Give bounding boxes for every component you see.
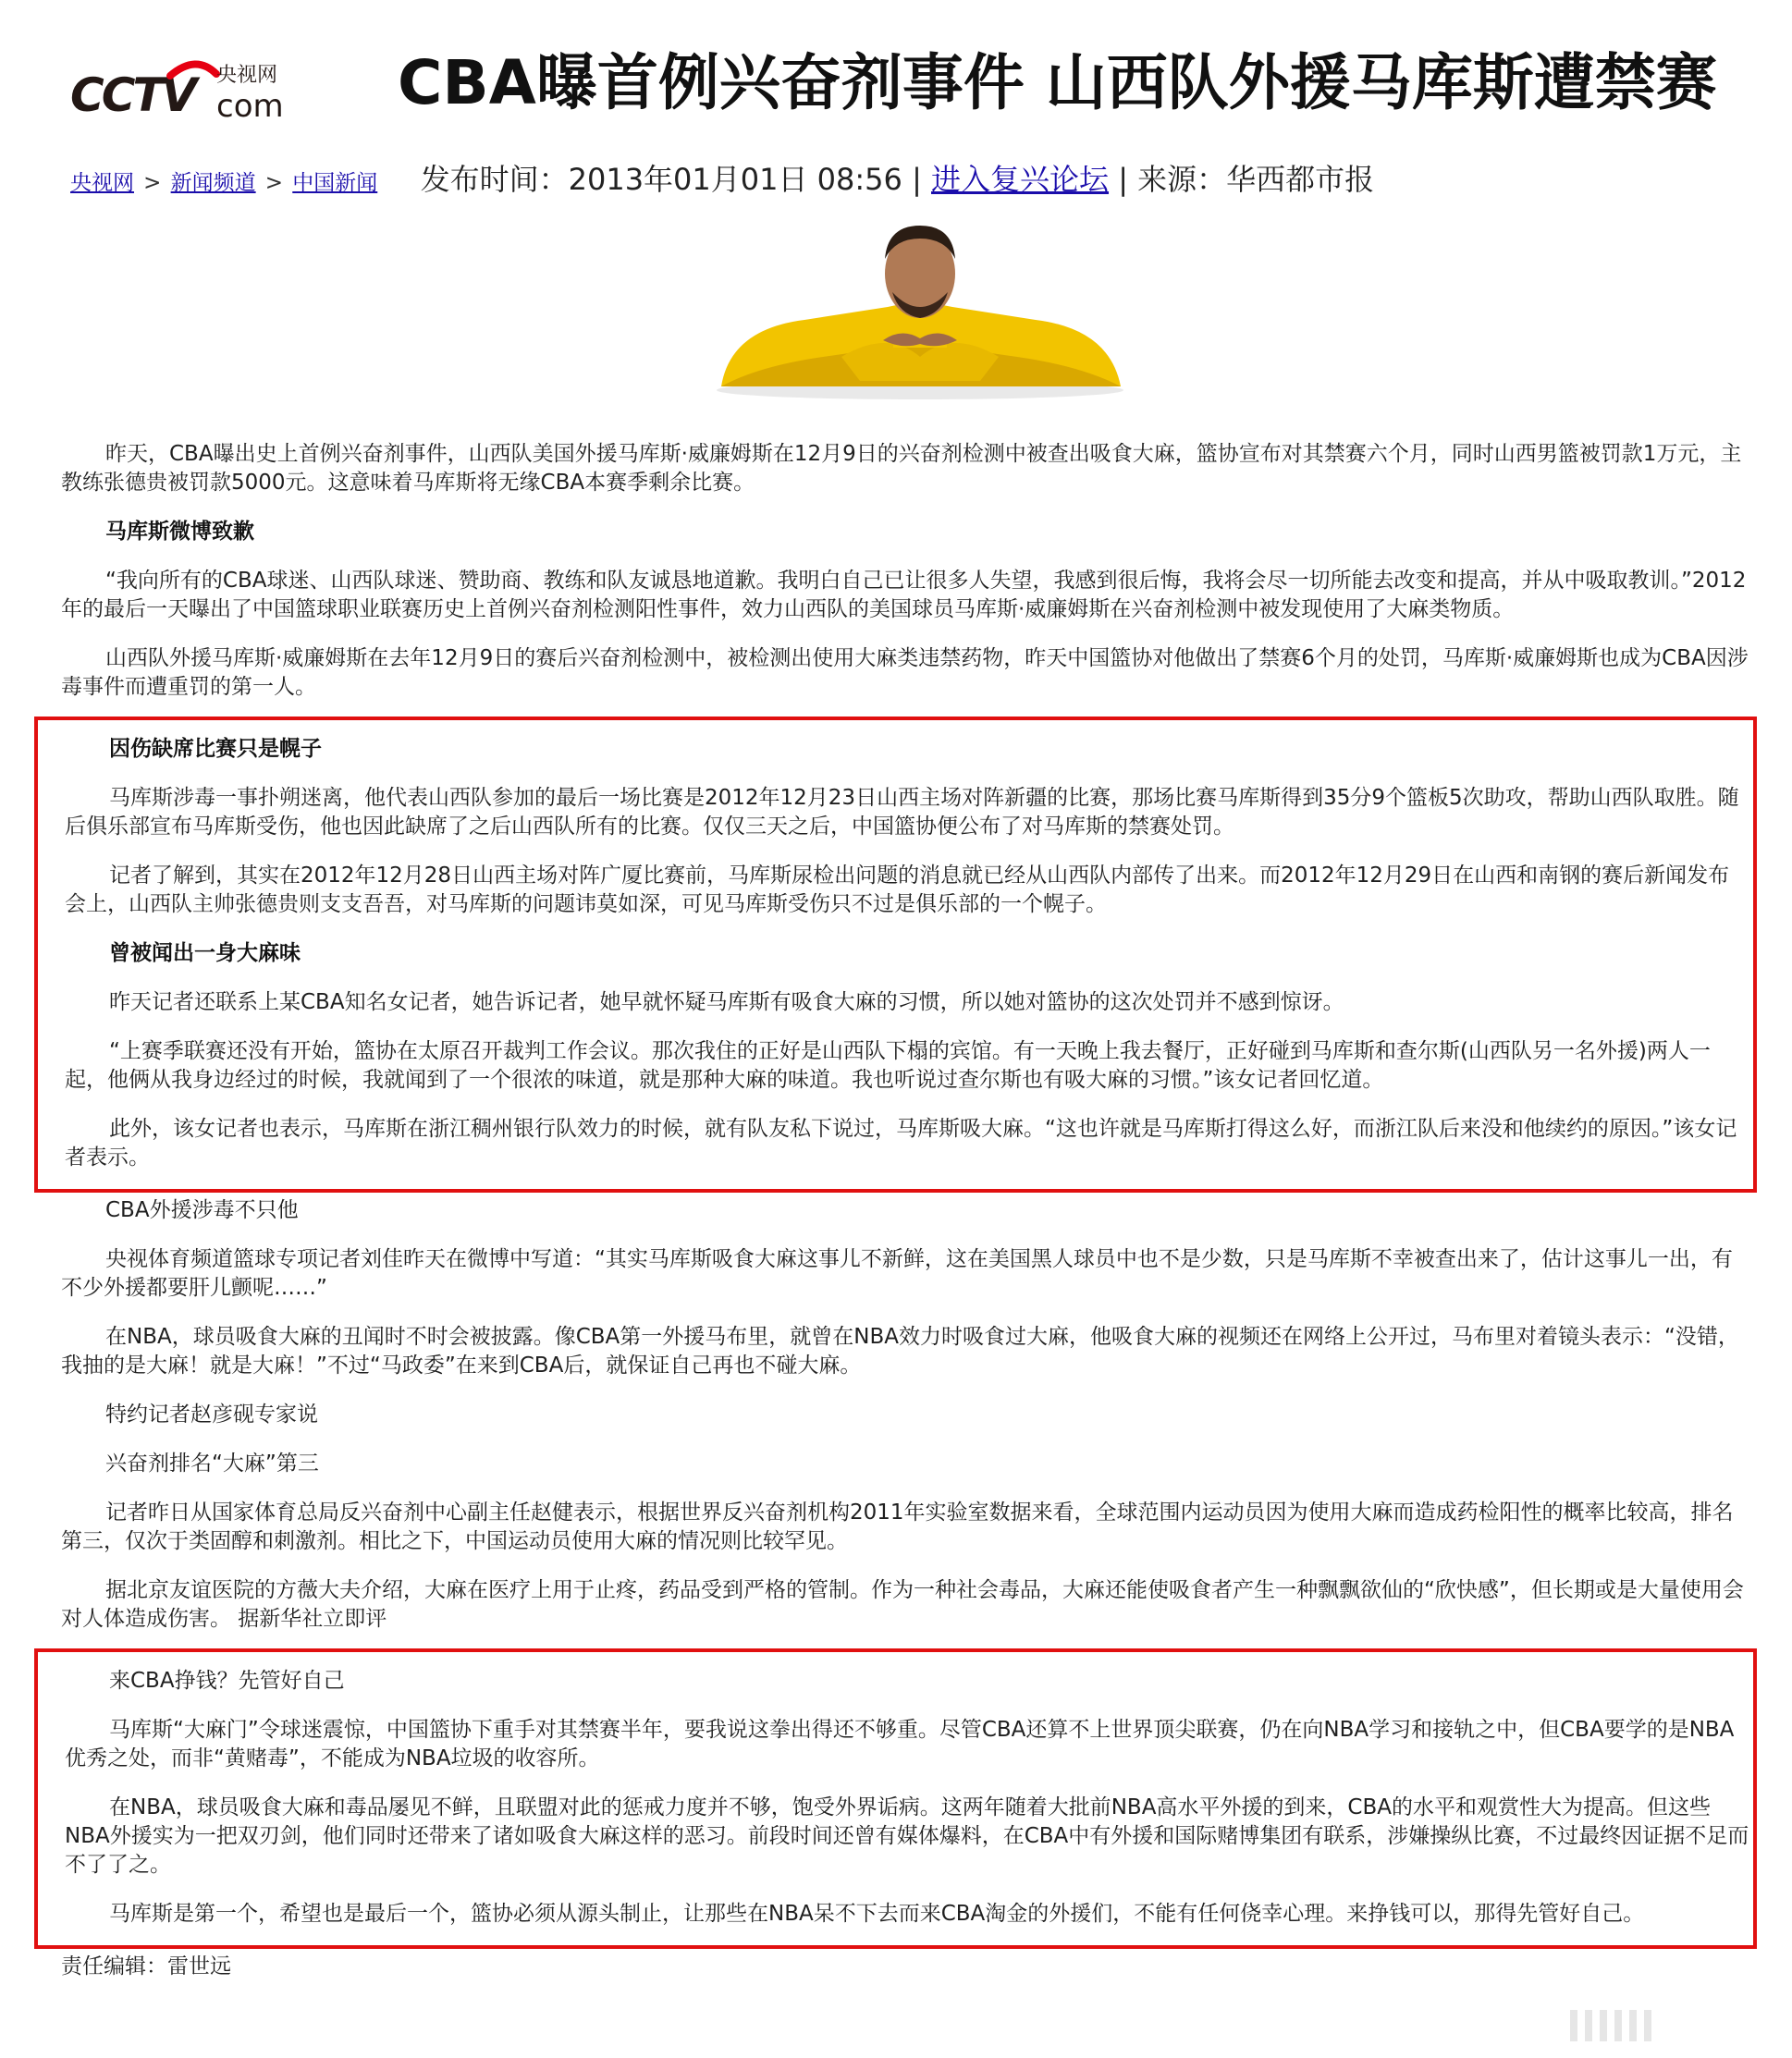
paragraph: “我向所有的CBA球迷、山西队球迷、赞助商、教练和队友诚恳地道歉。我明白自己已让很多人失望，我感到很后悔，我将会尽一切所能去改变和提高，并从中吸取教训。”2012年的最后一天曝出了中国篮球职业联赛历史上首例兴奋剂检测阳性事件，效力山西队的美国球员马库斯·威廉姆斯在兴奋剂检测中被发现使用了大麻类物质。 — [61, 569, 1747, 621]
forum-link[interactable]: 进入复兴论坛 — [931, 162, 1110, 197]
watermark-icon — [1570, 2008, 1737, 2043]
source-name: 华西都市报 — [1226, 162, 1375, 197]
breadcrumb-china-news[interactable]: 中国新闻 — [292, 171, 378, 195]
breadcrumb-news[interactable]: 新闻频道 — [170, 171, 256, 195]
breadcrumb-home[interactable]: 央视网 — [70, 171, 134, 195]
paragraph: 马库斯“大麻门”令球迷震惊，中国篮协下重手对其禁赛半年，要我说这拳出得还不够重。尽管CBA还算不上世界顶尖联赛，仍在向NBA学习和接轨之中，但CBA要学的是NBA优秀之处，而非“黄赌毒”，不能成为NBA垃圾的收容所。 — [65, 1718, 1735, 1770]
paragraph: 据北京友谊医院的方薇大夫介绍，大麻在医疗上用于止疼，药品受到严格的管制。作为一种社会毒品，大麻还能使吸食者产生一种飘飘欲仙的“欣快感”，但长期或是大量使用会对人体造成伤害。 据新华社立即评 — [61, 1578, 1744, 1631]
subheading: 兴奋剂排名“大麻”第三 — [105, 1452, 319, 1476]
subheading: 特约记者赵彦砚专家说 — [105, 1403, 318, 1427]
subheading: CBA外援涉毒不只他 — [105, 1198, 299, 1222]
paragraph: 记者昨日从国家体育总局反兴奋剂中心副主任赵健表示，根据世界反兴奋剂机构2011年实验室数据来看，全球范围内运动员因为使用大麻而造成药检阳性的概率比较高，排名第三，仅次于类固醇和刺激剂。相比之下，中国运动员使用大麻的情况则比较罕见。 — [61, 1501, 1734, 1553]
breadcrumb-sep: > — [143, 171, 162, 195]
subheading: 来CBA挣钱？先管好自己 — [109, 1669, 345, 1693]
paragraph: 山西队外援马库斯·威廉姆斯在去年12月9日的赛后兴奋剂检测中，被检测出使用大麻类违禁药物，昨天中国篮协对他做出了禁赛6个月的处罚，马库斯·威廉姆斯也成为CBA因涉毒事件而遭重罚的第一人。 — [61, 646, 1749, 699]
paragraph: 马库斯涉毒一事扑朔迷离，他代表山西队参加的最后一场比赛是2012年12月23日山西主场对阵新疆的比赛，那场比赛马库斯得到35分9个篮板5次助攻，帮助山西队取胜。随后俱乐部宣布马库斯受伤，他也因此缺席了之后山西队所有的比赛。仅仅三天之后，中国篮协便公布了对马库斯的禁赛处罚。 — [65, 786, 1739, 839]
paragraph: 昨天，CBA曝出史上首例兴奋剂事件，山西队美国外援马库斯·威廉姆斯在12月9日的兴奋剂检测中被查出吸食大麻，篮协宣布对其禁赛六个月，同时山西男篮被罚款1万元，主教练张德贵被罚款5000元。这意味着马库斯将无缘CBA本赛季剩余比赛。 — [61, 442, 1742, 495]
logo-cn-text: 央视网 — [216, 64, 278, 87]
publish-label: 发布时间： — [420, 162, 569, 197]
subheading: 马库斯微博致歉 — [105, 520, 254, 544]
paragraph: 在NBA，球员吸食大麻和毒品屡见不鲜，且联盟对此的惩戒力度并不够，饱受外界诟病。这两年随着大批前NBA高水平外援的到来，CBA的水平和观赏性大为提高。但这些NBA外援实为一把双刃剑，他们同时还带来了诸如吸食大麻这样的恶习。前段时间还曾有媒体爆料，在CBA中有外援和国际赌博集团有联系，涉嫌操纵比赛，不过最终因证据不足而不了了之。 — [65, 1795, 1749, 1877]
highlight-box — [34, 1648, 1757, 1949]
paragraph: 马库斯是第一个，希望也是最后一个，篮协必须从源头制止，让那些在NBA呆不下去而来CBA淘金的外援们，不能有任何侥幸心理。来挣钱可以，那得先管好自己。 — [109, 1902, 1645, 1926]
meta-divider: | — [1118, 162, 1128, 197]
subheading: 曾被闻出一身大麻味 — [109, 941, 301, 965]
paragraph: 此外，该女记者也表示，马库斯在浙江稠州银行队效力的时候，就有队友私下说过，马库斯吸大麻。“这也许就是马库斯打得这么好，而浙江队后来没和他续约的原因。”该女记者表示。 — [65, 1117, 1737, 1170]
highlight-box — [34, 717, 1757, 1193]
source-label: 来源： — [1137, 162, 1227, 197]
subheading: 因伤缺席比赛只是幌子 — [109, 737, 322, 761]
article-body — [61, 440, 1753, 1981]
paragraph: “上赛季联赛还没有开始，篮协在太原召开裁判工作会议。那次我住的正好是山西队下榻的宾馆。有一天晚上我去餐厅，正好碰到马库斯和查尔斯(山西队另一名外援)两人一起，他俩从我身边经过的时候，我就闻到了一个很浓的味道，就是那种大麻的味道。我也听说过查尔斯也有吸大麻的习惯。”该女记者回忆道。 — [65, 1039, 1711, 1092]
player-photo — [703, 218, 1137, 399]
paragraph: 记者了解到，其实在2012年12月28日山西主场对阵广厦比赛前，马库斯尿检出问题的消息就已经从山西队内部传了出来。而2012年12月29日在山西和南钢的赛后新闻发布会上，山西队主帅张德贵则支支吾吾，对马库斯的问题讳莫如深，可见马库斯受伤只不过是俱乐部的一个幌子。 — [65, 864, 1730, 916]
page-title: CBA曝首例兴奋剂事件 山西队外援马库斯遭禁赛 — [398, 47, 1717, 118]
svg-text:com: com — [216, 88, 284, 125]
paragraph: 央视体育频道篮球专项记者刘佳昨天在微博中写道：“其实马库斯吸食大麻这事儿不新鲜，这在美国黑人球员中也不是少数，只是马库斯不幸被查出来了，估计这事儿一出，有不少外援都要肝儿颤呢……” — [61, 1247, 1733, 1300]
responsible-editor: 责任编辑：雷世远 — [61, 1954, 231, 1978]
cctv-logo[interactable] — [68, 54, 301, 129]
breadcrumb-sep: > — [264, 171, 284, 195]
svg-text:CCTV: CCTV — [70, 68, 195, 122]
paragraph: 昨天记者还联系上某CBA知名女记者，她告诉记者，她早就怀疑马库斯有吸食大麻的习惯，所以她对篮协的这次处罚并不感到惊讶。 — [109, 990, 1344, 1014]
article-meta — [70, 159, 1374, 200]
meta-divider: | — [912, 162, 922, 197]
publish-time: 2013年01月01日 08:56 — [568, 162, 902, 197]
paragraph: 在NBA，球员吸食大麻的丑闻时不时会被披露。像CBA第一外援马布里，就曾在NBA效力时吸食过大麻，他吸食大麻的视频还在网络上公开过，马布里对着镜头表示：“没错，我抽的是大麻！就是大麻！”不过“马政委”在来到CBA后，就保证自己再也不碰大麻。 — [61, 1325, 1739, 1378]
